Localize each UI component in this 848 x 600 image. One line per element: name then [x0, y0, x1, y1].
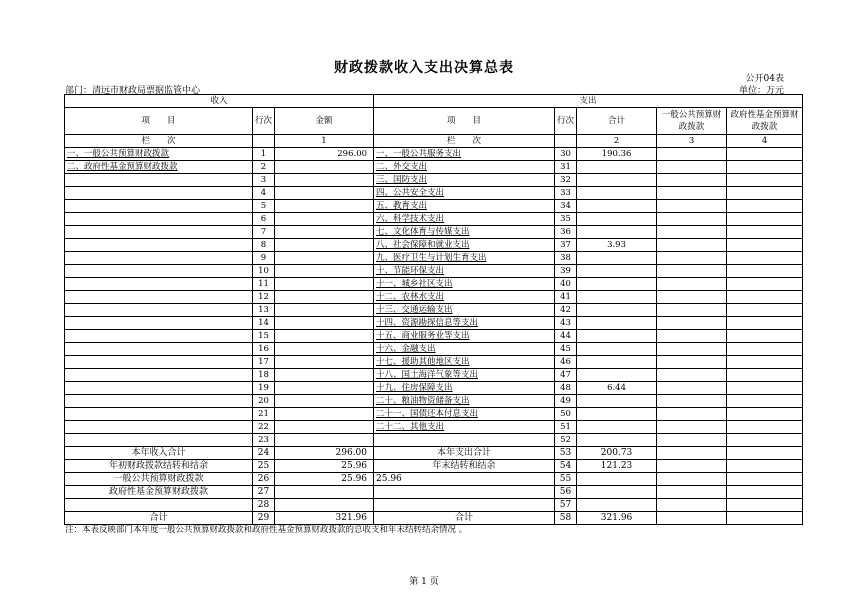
- expense-total-cell: [577, 304, 657, 317]
- fund-budget-cell: [727, 304, 803, 317]
- col-label-income: 栏 次: [65, 135, 253, 148]
- expense-line-cell: 47: [555, 369, 577, 382]
- report-table-container: [64, 94, 803, 525]
- expense-total-cell: [577, 356, 657, 369]
- expense-line-cell: 44: [555, 330, 577, 343]
- expense-section-header: 支出: [374, 95, 803, 108]
- income-line-cell: 20: [253, 395, 275, 408]
- fund-budget-cell: [727, 291, 803, 304]
- expense-total-cell: [577, 187, 657, 200]
- income-amount-cell: [275, 408, 374, 421]
- income-item-cell: [65, 408, 253, 421]
- general-budget-cell: [657, 382, 727, 395]
- expense-item-cell: 十五、商业服务业等支出: [374, 330, 555, 343]
- expense-item-cell: 合计: [374, 512, 555, 525]
- expense-item-cell: 八、社会保障和就业支出: [374, 239, 555, 252]
- income-line-cell: 17: [253, 356, 275, 369]
- income-line-cell: 23: [253, 434, 275, 447]
- expense-item-cell: 五、教育支出: [374, 200, 555, 213]
- income-amount-cell: [275, 304, 374, 317]
- expense-item-cell: 二十一、国债还本付息支出: [374, 408, 555, 421]
- general-budget-cell: [657, 447, 727, 460]
- footnote: 注：本表反映部门本年度一般公共预算财政拨款和政府性基金预算财政拨款的总收支和年末结转结余情况 。: [65, 525, 468, 535]
- expense-item-cell: 十八、国土海洋气象等支出: [374, 369, 555, 382]
- fund-budget-cell: [727, 512, 803, 525]
- income-amount-cell: [275, 395, 374, 408]
- income-item-cell: [65, 187, 253, 200]
- general-budget-cell: [657, 304, 727, 317]
- income-line-cell: 29: [253, 512, 275, 525]
- fund-budget-cell: [727, 148, 803, 161]
- expense-line-cell: 48: [555, 382, 577, 395]
- fund-budget-cell: [727, 343, 803, 356]
- expense-item-cell: 十二、农林水支出: [374, 291, 555, 304]
- col-number-3: 3: [657, 135, 727, 148]
- fund-budget-cell: [727, 174, 803, 187]
- expense-line-cell: 40: [555, 278, 577, 291]
- expense-item-cell: 本年支出合计: [374, 447, 555, 460]
- general-budget-cell: [657, 161, 727, 174]
- table-row: [65, 317, 803, 330]
- income-line-cell: 15: [253, 330, 275, 343]
- income-item-cell: 一般公共预算财政拨款: [65, 473, 253, 486]
- general-budget-cell: [657, 330, 727, 343]
- fund-budget-cell: [727, 421, 803, 434]
- income-line-cell: 25: [253, 460, 275, 473]
- expense-line-cell: 52: [555, 434, 577, 447]
- income-item-cell: [65, 291, 253, 304]
- expense-total-cell: [577, 330, 657, 343]
- expense-line-cell: 46: [555, 356, 577, 369]
- income-amount-cell: [275, 239, 374, 252]
- table-row: [65, 161, 803, 174]
- income-item-cell: [65, 278, 253, 291]
- income-amount-cell: [275, 265, 374, 278]
- expense-line-cell: 36: [555, 226, 577, 239]
- expense-item-cell: [374, 434, 555, 447]
- expense-line-cell: 30: [555, 148, 577, 161]
- expense-line-cell: 35: [555, 213, 577, 226]
- col-number-4: 4: [727, 135, 803, 148]
- income-amount-cell: [275, 382, 374, 395]
- income-item-cell: [65, 304, 253, 317]
- income-item-cell: [65, 213, 253, 226]
- income-amount-header: 金额: [275, 108, 374, 135]
- income-item-cell: [65, 356, 253, 369]
- expense-total-cell: [577, 317, 657, 330]
- fund-budget-cell: [727, 213, 803, 226]
- table-row: [65, 408, 803, 421]
- table-row: [65, 421, 803, 434]
- general-budget-cell: [657, 395, 727, 408]
- expense-total-cell: 190.36: [577, 148, 657, 161]
- expense-total-cell: [577, 343, 657, 356]
- income-amount-cell: [275, 421, 374, 434]
- income-item-cell: [65, 382, 253, 395]
- expense-item-cell: 年末结转和结余: [374, 460, 555, 473]
- expense-total-cell: [577, 265, 657, 278]
- table-row: [65, 369, 803, 382]
- income-line-header: 行次: [253, 108, 275, 135]
- fund-budget-cell: [727, 434, 803, 447]
- income-amount-cell: [275, 369, 374, 382]
- income-line-cell: 6: [253, 213, 275, 226]
- income-line-cell: 16: [253, 343, 275, 356]
- fund-budget-cell: [727, 317, 803, 330]
- expense-line-cell: 43: [555, 317, 577, 330]
- expense-line-cell: 49: [555, 395, 577, 408]
- income-item-cell: [65, 239, 253, 252]
- fund-budget-cell: [727, 161, 803, 174]
- fund-budget-cell: [727, 486, 803, 499]
- fund-budget-cell: [727, 499, 803, 512]
- expense-line-cell: 45: [555, 343, 577, 356]
- table-row: [65, 395, 803, 408]
- income-amount-cell: [275, 356, 374, 369]
- expense-total-cell: [577, 226, 657, 239]
- summary-row: [65, 499, 803, 512]
- expense-total-cell: [577, 473, 657, 486]
- fund-budget-cell: [727, 187, 803, 200]
- expense-line-cell: 38: [555, 252, 577, 265]
- expense-total-cell: 200.73: [577, 447, 657, 460]
- income-item-cell: [65, 343, 253, 356]
- income-amount-cell: [275, 499, 374, 512]
- summary-row: [65, 473, 803, 486]
- summary-row: [65, 486, 803, 499]
- section-header-row: [65, 95, 803, 108]
- table-row: [65, 265, 803, 278]
- expense-item-cell: 二、外交支出: [374, 161, 555, 174]
- expense-item-cell: [374, 499, 555, 512]
- col-empty-cell: [555, 135, 577, 148]
- expense-line-cell: 34: [555, 200, 577, 213]
- table-row: [65, 434, 803, 447]
- col-empty-cell: [253, 135, 275, 148]
- expense-line-cell: 55: [555, 473, 577, 486]
- general-budget-cell: [657, 499, 727, 512]
- general-budget-cell: [657, 408, 727, 421]
- expense-total-cell: [577, 213, 657, 226]
- fund-budget-cell: [727, 226, 803, 239]
- table-row: [65, 356, 803, 369]
- general-budget-cell: [657, 187, 727, 200]
- expense-line-cell: 37: [555, 239, 577, 252]
- fund-budget-cell: [727, 460, 803, 473]
- income-line-cell: 28: [253, 499, 275, 512]
- expense-total-cell: 3.93: [577, 239, 657, 252]
- table-row: [65, 200, 803, 213]
- expense-item-cell: 四、公共安全支出: [374, 187, 555, 200]
- table-row: [65, 382, 803, 395]
- expense-item-cell: 十一、城乡社区支出: [374, 278, 555, 291]
- column-header-row: [65, 108, 803, 135]
- income-amount-cell: [275, 330, 374, 343]
- general-budget-cell: [657, 226, 727, 239]
- income-item-cell: 本年收入合计: [65, 447, 253, 460]
- general-budget-cell: [657, 473, 727, 486]
- expense-item-cell: 一、一般公共服务支出: [374, 148, 555, 161]
- expense-total-cell: [577, 278, 657, 291]
- expense-total-cell: [577, 434, 657, 447]
- fund-budget-cell: [727, 473, 803, 486]
- income-amount-cell: [275, 213, 374, 226]
- expense-total-cell: [577, 486, 657, 499]
- income-line-cell: 13: [253, 304, 275, 317]
- expense-total-cell: [577, 291, 657, 304]
- department-label: 部门：清远市财政局票据监管中心: [65, 86, 201, 96]
- expense-line-cell: 42: [555, 304, 577, 317]
- general-budget-cell: [657, 460, 727, 473]
- expense-item-cell: 二十、粮油物资储备支出: [374, 395, 555, 408]
- income-amount-cell: [275, 252, 374, 265]
- table-row: [65, 330, 803, 343]
- expense-line-cell: 31: [555, 161, 577, 174]
- expense-line-cell: 54: [555, 460, 577, 473]
- expense-total-cell: [577, 252, 657, 265]
- income-item-cell: [65, 317, 253, 330]
- expense-line-cell: 33: [555, 187, 577, 200]
- income-line-cell: 7: [253, 226, 275, 239]
- expense-item-cell: 七、文化体育与传媒支出: [374, 226, 555, 239]
- income-line-cell: 26: [253, 473, 275, 486]
- income-item-cell: [65, 499, 253, 512]
- table-row: [65, 174, 803, 187]
- expense-item-cell: 十七、援助其他地区支出: [374, 356, 555, 369]
- general-budget-cell: [657, 421, 727, 434]
- fund-budget-cell: [727, 330, 803, 343]
- income-line-cell: 9: [253, 252, 275, 265]
- income-line-cell: 8: [253, 239, 275, 252]
- expense-line-cell: 32: [555, 174, 577, 187]
- income-amount-cell: [275, 278, 374, 291]
- column-number-row: [65, 135, 803, 148]
- expense-item-cell: 十四、资源勘探信息等支出: [374, 317, 555, 330]
- expense-item-cell: 十、节能环保支出: [374, 265, 555, 278]
- report-title: 财政拨款收入支出决算总表: [334, 60, 514, 76]
- expense-line-cell: 53: [555, 447, 577, 460]
- page-number: 第 1 页: [409, 577, 439, 587]
- form-code: 公开04表: [745, 74, 784, 84]
- fund-budget-cell: [727, 356, 803, 369]
- income-item-cell: 政府性基金预算财政拨款: [65, 486, 253, 499]
- fund-budget-cell: [727, 239, 803, 252]
- expense-line-header: 行次: [555, 108, 577, 135]
- expense-item-cell: 十六、金融支出: [374, 343, 555, 356]
- income-amount-cell: [275, 200, 374, 213]
- general-budget-cell: [657, 291, 727, 304]
- general-budget-cell: [657, 239, 727, 252]
- income-amount-cell: 25.96: [275, 460, 374, 473]
- expense-item-cell: 六、科学技术支出: [374, 213, 555, 226]
- general-budget-cell: [657, 343, 727, 356]
- expense-item-cell: 九、医疗卫生与计划生育支出: [374, 252, 555, 265]
- income-item-header: 项 目: [65, 108, 253, 135]
- income-amount-cell: 296.00: [275, 148, 374, 161]
- expense-line-cell: 57: [555, 499, 577, 512]
- income-line-cell: 12: [253, 291, 275, 304]
- summary-row: [65, 460, 803, 473]
- expense-total-cell: 6.44: [577, 382, 657, 395]
- expense-line-cell: 50: [555, 408, 577, 421]
- income-amount-cell: [275, 291, 374, 304]
- income-line-cell: 27: [253, 486, 275, 499]
- table-row: [65, 213, 803, 226]
- income-item-cell: [65, 369, 253, 382]
- income-amount-cell: [275, 161, 374, 174]
- income-line-cell: 14: [253, 317, 275, 330]
- fund-budget-header: 政府性基金预算财政拨款: [727, 108, 803, 135]
- table-row: [65, 187, 803, 200]
- table-row: [65, 252, 803, 265]
- expense-total-cell: 121.23: [577, 460, 657, 473]
- expense-total-cell: [577, 174, 657, 187]
- expense-line-cell: 39: [555, 265, 577, 278]
- income-item-cell: 年初财政拨款结转和结余: [65, 460, 253, 473]
- income-item-cell: [65, 174, 253, 187]
- income-line-cell: 1: [253, 148, 275, 161]
- income-line-cell: 3: [253, 174, 275, 187]
- general-budget-cell: [657, 213, 727, 226]
- income-line-cell: 22: [253, 421, 275, 434]
- income-amount-cell: [275, 187, 374, 200]
- fund-budget-cell: [727, 408, 803, 421]
- expense-item-cell: [374, 486, 555, 499]
- expense-line-cell: 58: [555, 512, 577, 525]
- table-row: [65, 343, 803, 356]
- expense-total-cell: [577, 499, 657, 512]
- income-item-cell: 合计: [65, 512, 253, 525]
- income-line-cell: 10: [253, 265, 275, 278]
- income-line-cell: 11: [253, 278, 275, 291]
- table-row: [65, 278, 803, 291]
- income-item-cell: 一、一般公共预算财政拨款: [65, 148, 253, 161]
- general-budget-cell: [657, 369, 727, 382]
- expense-total-cell: 321.96: [577, 512, 657, 525]
- fund-budget-cell: [727, 395, 803, 408]
- expense-line-cell: 51: [555, 421, 577, 434]
- expense-item-header: 项 目: [374, 108, 555, 135]
- expense-total-cell: [577, 161, 657, 174]
- col-label-expense: 栏 次: [374, 135, 555, 148]
- income-amount-cell: [275, 317, 374, 330]
- col-number-2: 2: [577, 135, 657, 148]
- income-amount-cell: [275, 434, 374, 447]
- expense-line-cell: 56: [555, 486, 577, 499]
- expense-item-cell: 二十二、其他支出: [374, 421, 555, 434]
- general-budget-header: 一般公共预算财政拨款: [657, 108, 727, 135]
- income-amount-cell: [275, 226, 374, 239]
- expense-total-header: 合计: [577, 108, 657, 135]
- general-budget-cell: [657, 174, 727, 187]
- general-budget-cell: [657, 200, 727, 213]
- income-amount-cell: [275, 174, 374, 187]
- fund-budget-cell: [727, 252, 803, 265]
- fund-budget-cell: [727, 369, 803, 382]
- income-amount-cell: [275, 343, 374, 356]
- expense-item-cell: 十九、住房保障支出: [374, 382, 555, 395]
- table-row: [65, 304, 803, 317]
- fund-budget-cell: [727, 200, 803, 213]
- general-budget-cell: [657, 356, 727, 369]
- income-item-cell: [65, 330, 253, 343]
- fund-budget-cell: [727, 278, 803, 291]
- income-line-cell: 24: [253, 447, 275, 460]
- unit-label: 单位：万元: [738, 86, 784, 96]
- table-row: [65, 226, 803, 239]
- general-budget-cell: [657, 434, 727, 447]
- income-amount-cell: 321.96: [275, 512, 374, 525]
- income-amount-cell: 296.00: [275, 447, 374, 460]
- income-line-cell: 21: [253, 408, 275, 421]
- summary-row: [65, 447, 803, 460]
- income-amount-cell: 25.96: [275, 473, 374, 486]
- expense-item-cell: 十三、交通运输支出: [374, 304, 555, 317]
- income-item-cell: [65, 226, 253, 239]
- expense-total-cell: [577, 421, 657, 434]
- income-line-cell: 2: [253, 161, 275, 174]
- general-budget-cell: [657, 317, 727, 330]
- income-section-header: 收入: [65, 95, 374, 108]
- expense-total-cell: [577, 369, 657, 382]
- expense-total-cell: [577, 408, 657, 421]
- col-number-1: 1: [275, 135, 374, 148]
- general-budget-cell: [657, 265, 727, 278]
- expense-item-cell: 25.96: [374, 473, 555, 486]
- fund-budget-cell: [727, 382, 803, 395]
- income-item-cell: [65, 252, 253, 265]
- general-budget-cell: [657, 148, 727, 161]
- general-budget-cell: [657, 278, 727, 291]
- expense-line-cell: 41: [555, 291, 577, 304]
- report-table: [64, 94, 803, 525]
- income-line-cell: 18: [253, 369, 275, 382]
- table-row: [65, 148, 803, 161]
- fund-budget-cell: [727, 447, 803, 460]
- expense-total-cell: [577, 200, 657, 213]
- income-item-cell: 二、政府性基金预算财政拨款: [65, 161, 253, 174]
- income-line-cell: 4: [253, 187, 275, 200]
- general-budget-cell: [657, 252, 727, 265]
- income-line-cell: 5: [253, 200, 275, 213]
- fund-budget-cell: [727, 265, 803, 278]
- expense-total-cell: [577, 395, 657, 408]
- expense-item-cell: 三、国防支出: [374, 174, 555, 187]
- general-budget-cell: [657, 512, 727, 525]
- income-item-cell: [65, 200, 253, 213]
- income-item-cell: [65, 434, 253, 447]
- income-line-cell: 19: [253, 382, 275, 395]
- table-row: [65, 239, 803, 252]
- income-item-cell: [65, 265, 253, 278]
- general-budget-cell: [657, 486, 727, 499]
- table-row: [65, 291, 803, 304]
- income-item-cell: [65, 421, 253, 434]
- income-amount-cell: [275, 486, 374, 499]
- income-item-cell: [65, 395, 253, 408]
